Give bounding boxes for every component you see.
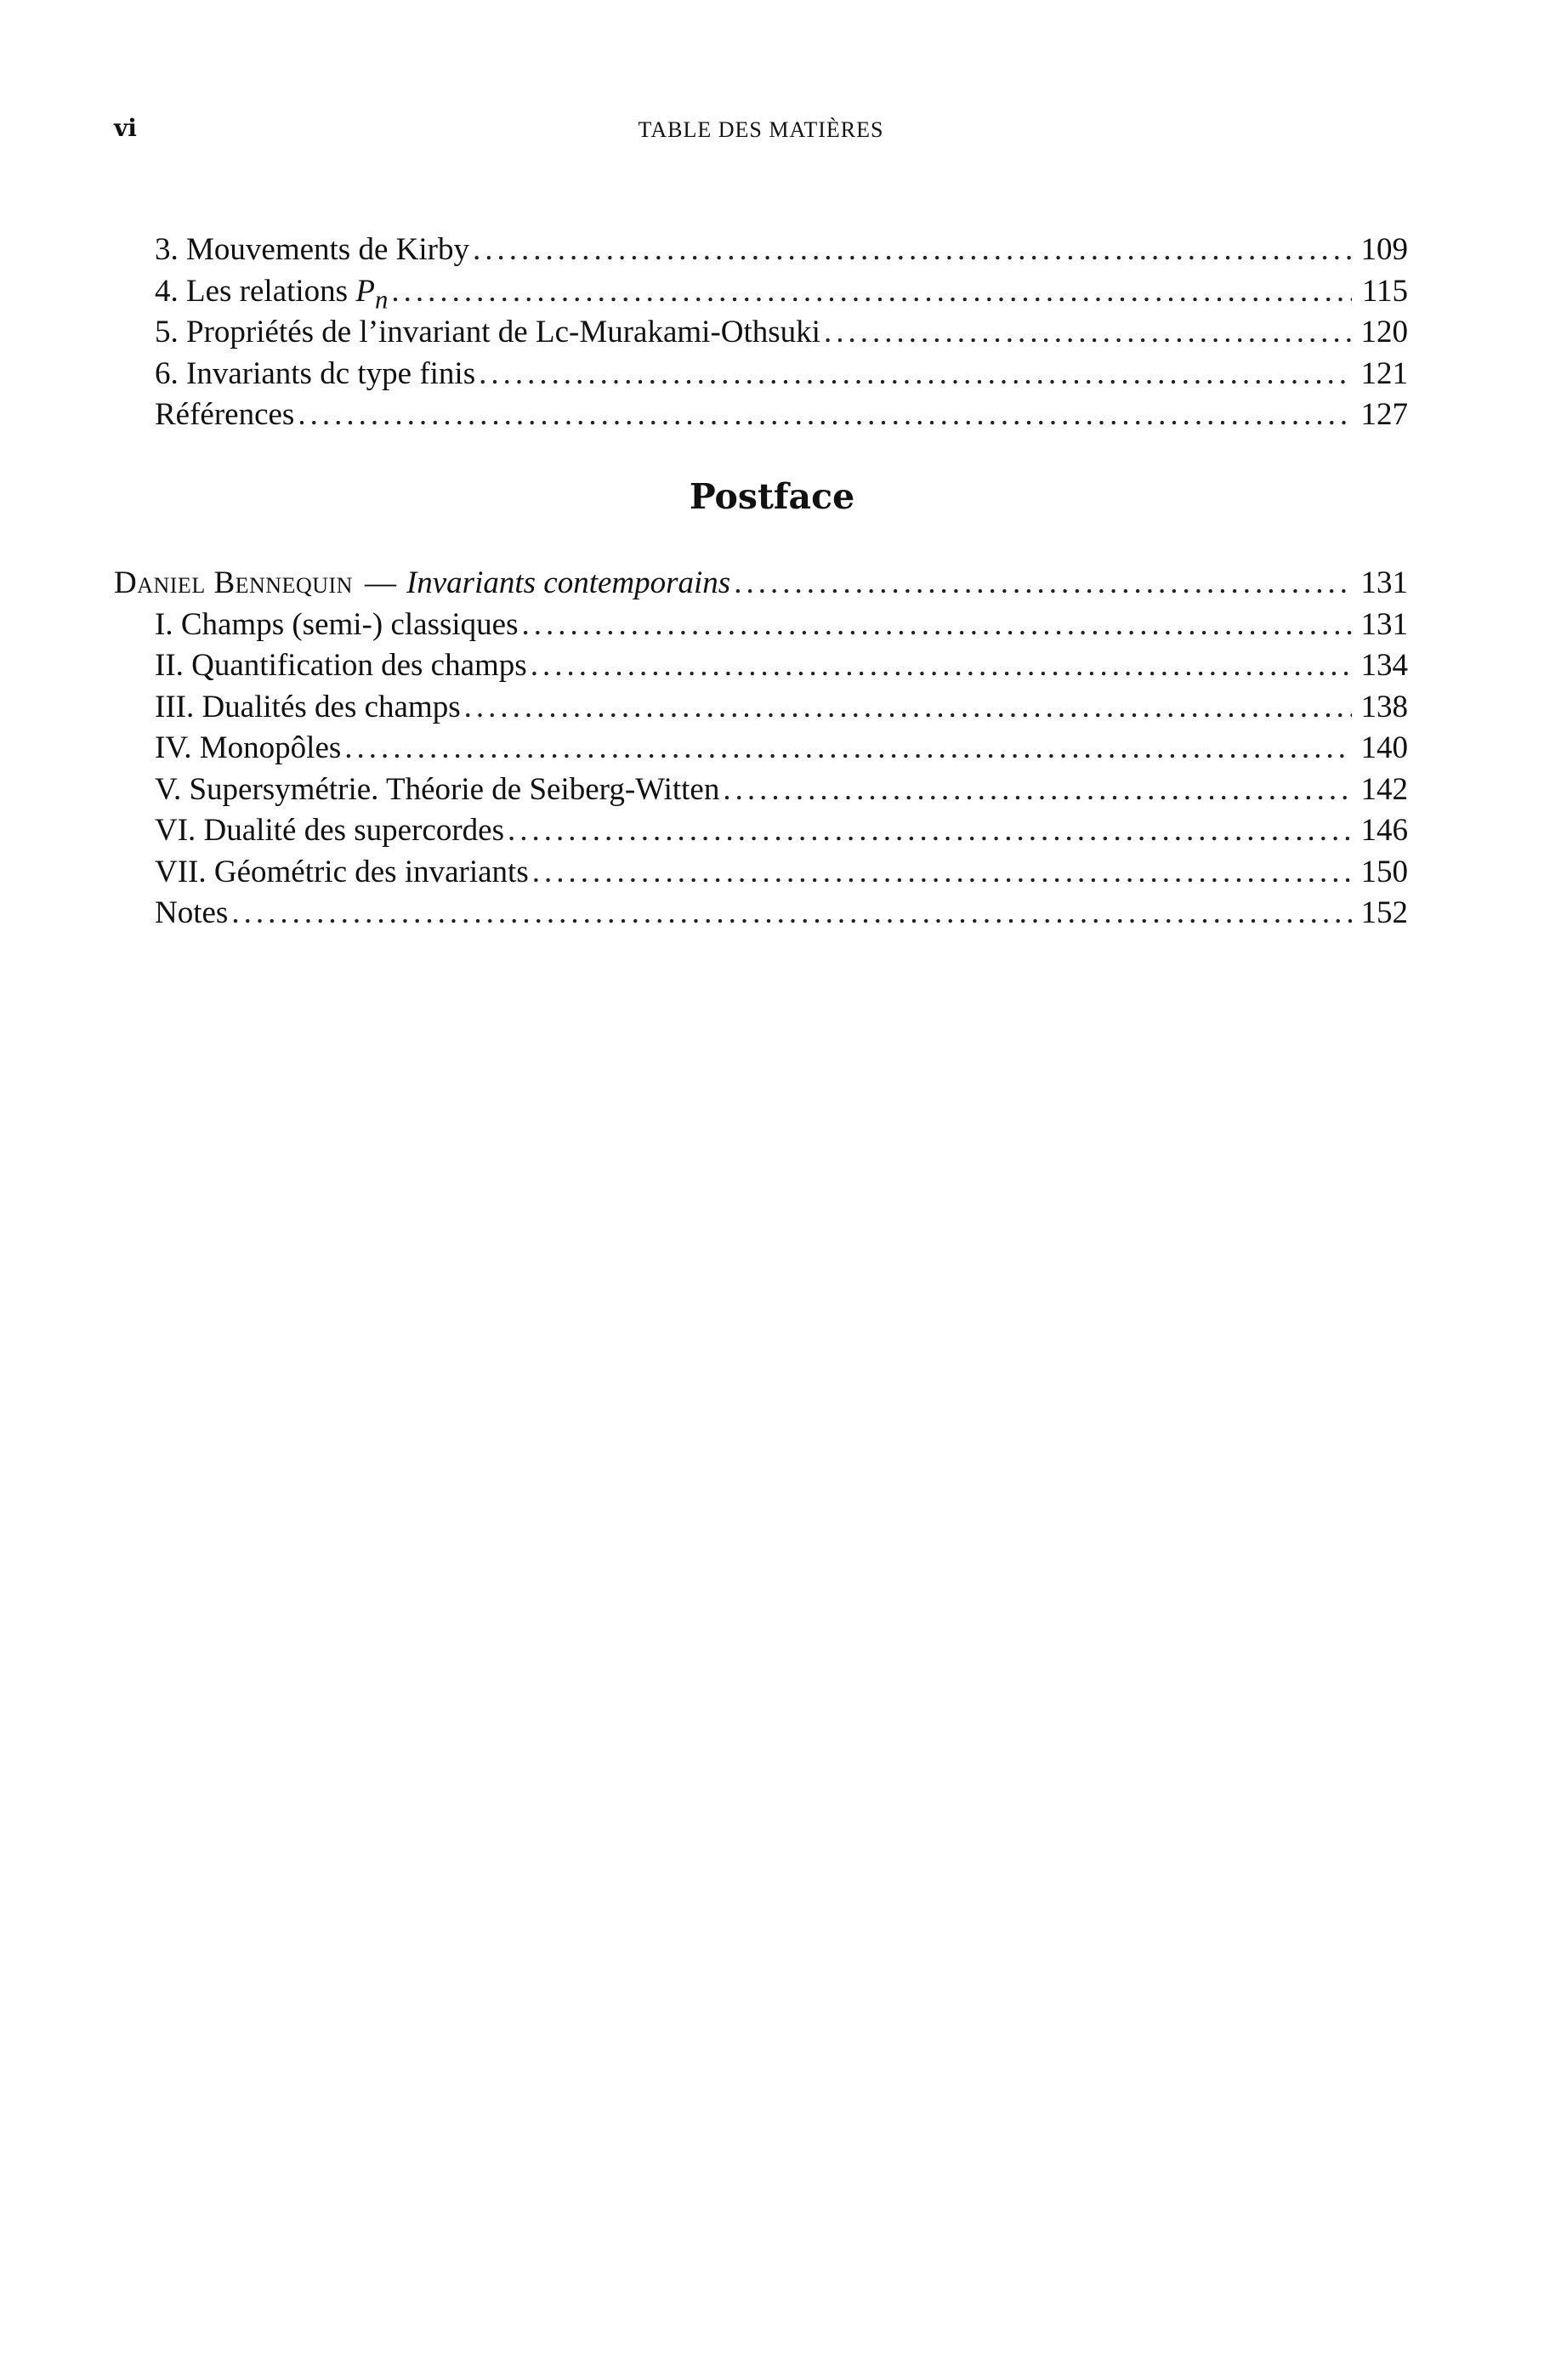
leader-dots <box>824 312 1352 354</box>
leader-dots <box>734 563 1352 605</box>
essay-title: Invariants contemporains <box>406 565 731 600</box>
toc-entry[interactable] <box>114 312 1408 354</box>
toc-entry[interactable] <box>114 852 1408 894</box>
leader-dots <box>532 852 1352 894</box>
toc-entry[interactable] <box>114 687 1408 729</box>
toc-entry-page: 134 <box>1360 648 1408 683</box>
math-subscript: n <box>374 284 389 314</box>
leader-dots <box>521 605 1352 646</box>
toc-entry[interactable] <box>114 645 1408 687</box>
toc-entry-page: 127 <box>1360 397 1408 432</box>
toc-entry[interactable] <box>114 354 1408 395</box>
toc-entry-page: 131 <box>1360 565 1408 600</box>
toc-entry-label <box>114 563 730 605</box>
leader-dots <box>391 271 1352 313</box>
author-name: Daniel Bennequin <box>114 565 353 600</box>
toc-entry[interactable] <box>114 271 1408 313</box>
toc-entry-postface[interactable] <box>114 563 1408 605</box>
toc-entry-label: II. Quantification des champs <box>155 648 527 683</box>
toc-entry-label: VII. Géométric des invariants <box>155 854 529 889</box>
toc-entry[interactable] <box>114 605 1408 646</box>
toc-entry-label: Notes <box>155 895 229 930</box>
section-heading-postface: Postface <box>689 476 855 517</box>
leader-dots <box>473 230 1352 271</box>
leader-dots <box>531 645 1352 687</box>
toc-entry-page: 138 <box>1360 689 1408 724</box>
leader-dots <box>298 395 1352 436</box>
running-head <box>114 114 1408 148</box>
toc-entry[interactable] <box>114 810 1408 852</box>
toc-entry-label: IV. Monopôles <box>155 730 342 765</box>
toc-entry-label: Références <box>155 397 295 432</box>
toc-entry-label: I. Champs (semi-) classiques <box>155 606 519 642</box>
toc-entry-page: 109 <box>1360 232 1408 267</box>
leader-dots <box>723 770 1352 811</box>
toc-entry-page: 131 <box>1360 606 1408 642</box>
math-symbol: P <box>355 273 375 309</box>
toc-entry[interactable] <box>114 893 1408 934</box>
toc-entry-label: 6. Invariants dc type finis <box>155 355 476 391</box>
title-separator: — <box>364 565 396 600</box>
running-title: TABLE DES MATIÈRES <box>638 117 884 142</box>
toc-entry-page: 142 <box>1360 771 1408 807</box>
toc-entry-page: 115 <box>1361 273 1408 309</box>
leader-dots <box>508 810 1352 852</box>
toc-entry-label: 3. Mouvements de Kirby <box>155 232 469 267</box>
toc-list-postface <box>114 563 1408 934</box>
toc-entry[interactable] <box>114 395 1408 436</box>
toc-entry[interactable] <box>114 230 1408 271</box>
toc-entry-label-text: 4. Les relations <box>155 273 356 309</box>
toc-entry[interactable] <box>114 728 1408 770</box>
leader-dots <box>231 893 1352 934</box>
toc-entry-label: VI. Dualité des supercordes <box>155 813 504 848</box>
leader-dots <box>344 728 1352 770</box>
toc-entry-page: 150 <box>1360 854 1408 889</box>
toc-entry-page: 152 <box>1360 895 1408 930</box>
toc-entry-page: 120 <box>1360 315 1408 349</box>
page-number: vi <box>114 114 137 142</box>
leader-dots <box>479 354 1352 395</box>
toc-entry-page: 121 <box>1360 355 1408 391</box>
toc-entry-label: V. Supersymétrie. Théorie de Seiberg-Witten <box>155 771 720 807</box>
toc-entry[interactable] <box>114 770 1408 811</box>
toc-entry-label: III. Dualités des champs <box>155 689 461 724</box>
toc-entry-label: 5. Propriétés de l’invariant de Lc-Murakami-Othsuki <box>155 315 820 349</box>
toc-list-part-1 <box>114 230 1408 436</box>
toc-entry-page: 146 <box>1360 813 1408 848</box>
leader-dots <box>464 687 1352 729</box>
toc-entry-page: 140 <box>1360 730 1408 765</box>
